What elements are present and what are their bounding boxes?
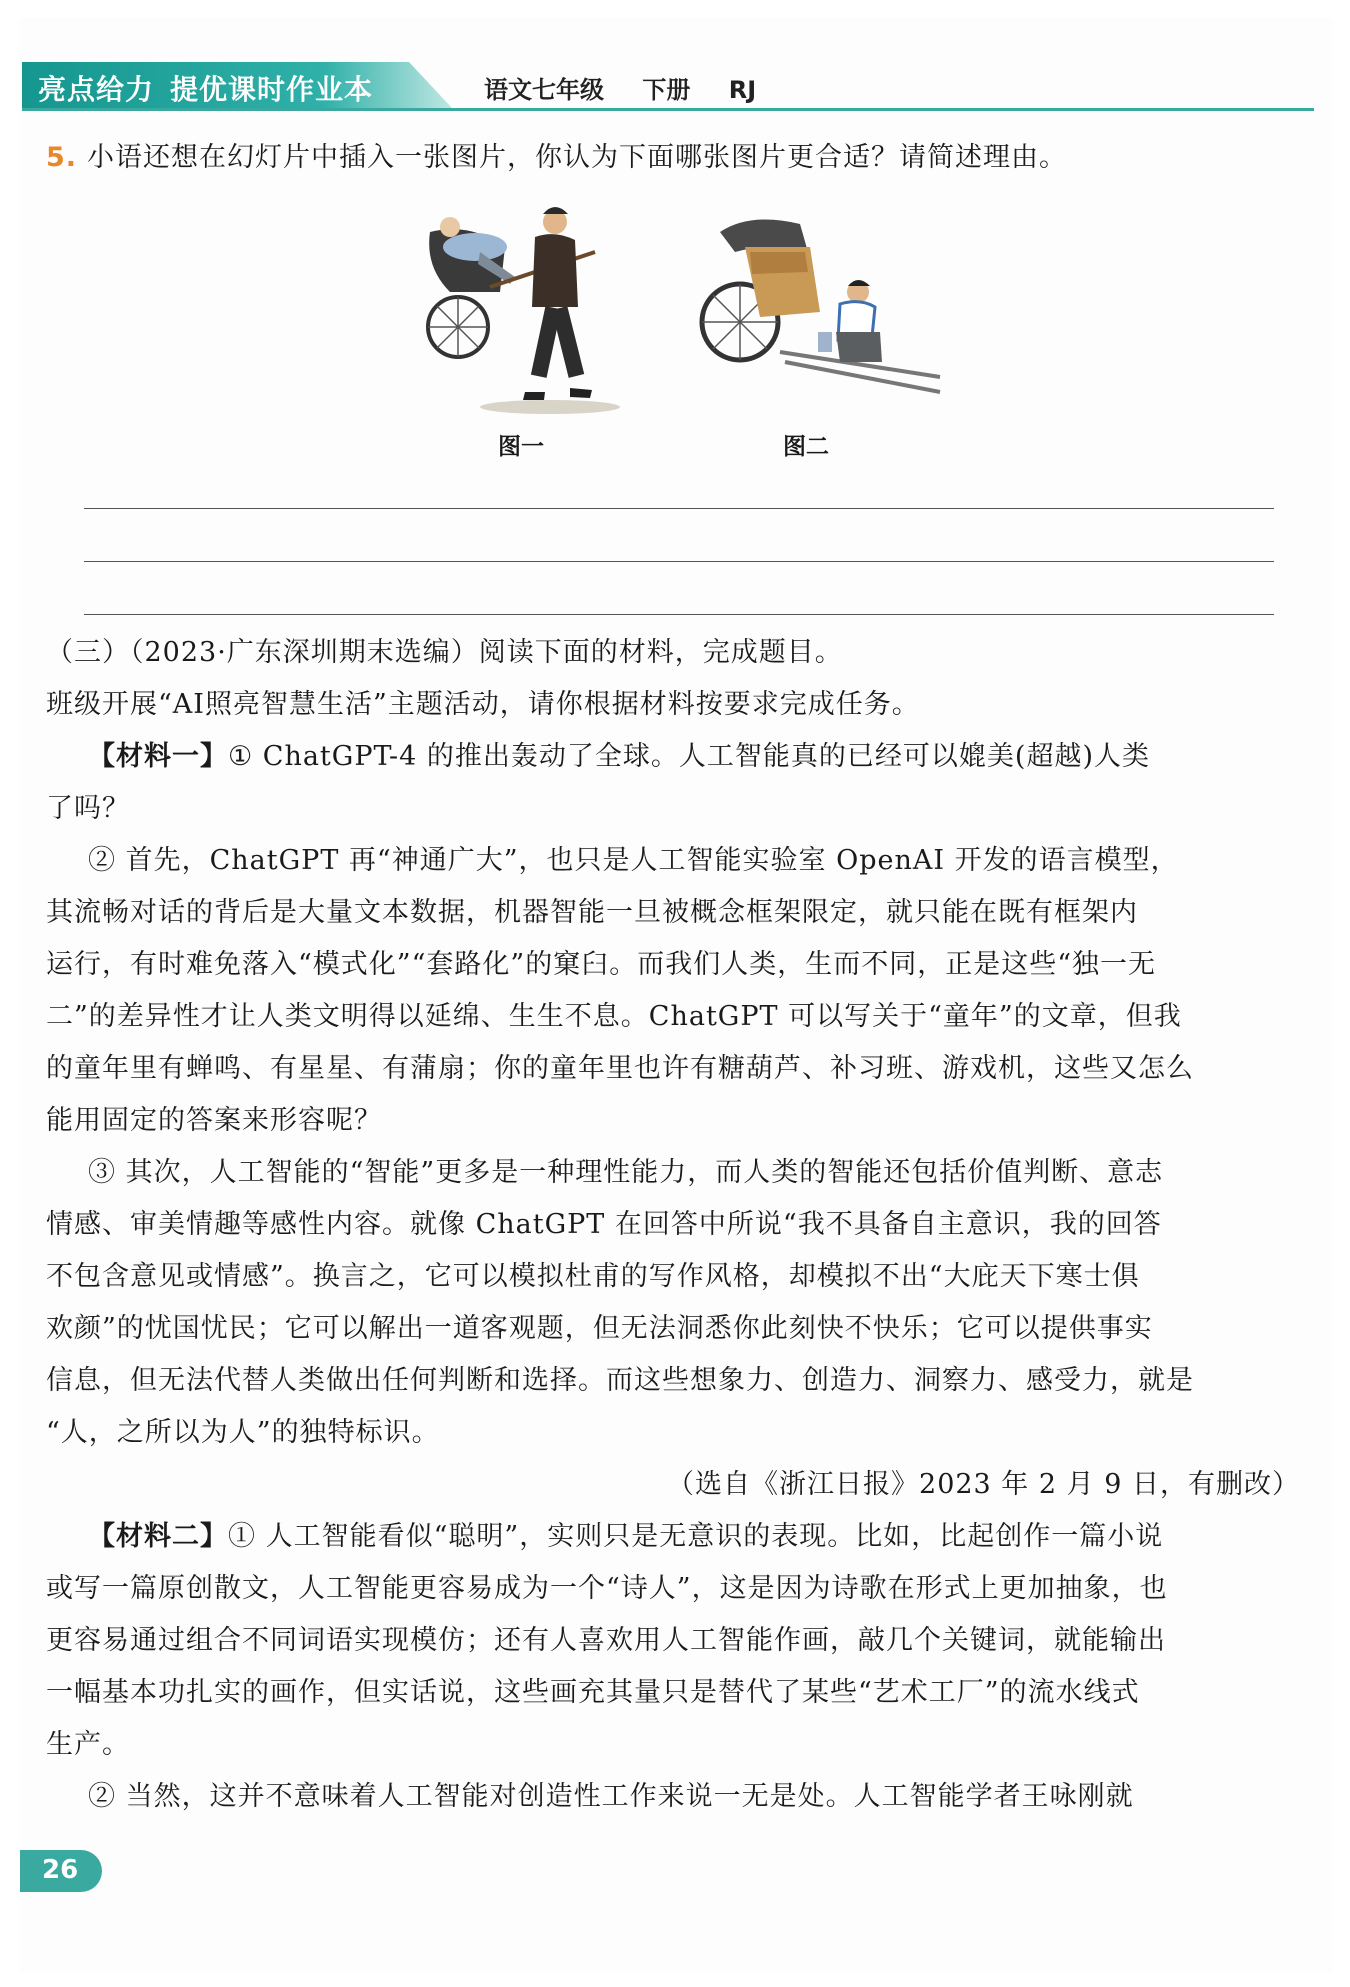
volume-label: 下册 (642, 76, 691, 104)
question-text: 小语还想在幻灯片中插入一张图片，你认为下面哪张图片更合适？请简述理由。 (87, 142, 1068, 173)
page-number: 26 (42, 1855, 79, 1885)
page-header (22, 62, 1330, 110)
text-line: 二”的差异性才让人类文明得以延绵、生生不息。ChatGPT 可以写关于“童年”的文章，但我 (46, 1001, 1182, 1032)
figure-2-rickshaw-resting-image (690, 212, 950, 407)
edition-label: RJ (728, 76, 757, 104)
material-1-label: 【材料一】 (88, 741, 228, 772)
figure-1-rickshaw-running-image (420, 192, 630, 417)
page-number-badge (20, 1850, 102, 1892)
brand-name: 亮点给力 (38, 73, 155, 106)
header-subject (484, 70, 786, 105)
text-line: 或写一篇原创散文，人工智能更容易成为一个“诗人”，这是因为诗歌在形式上更加抽象，也 (46, 1573, 1168, 1604)
text-line: 一幅基本功扎实的画作，但实话说，这些画充其量只是替代了某些“艺术工厂”的流水线式 (46, 1677, 1140, 1708)
material-1-first-line (88, 734, 1150, 773)
text-line: 更容易通过组合不同词语实现模仿；还有人喜欢用人工智能作画，敲几个关键词，就能输出 (46, 1625, 1166, 1656)
text-line: 了吗？ (46, 793, 130, 824)
subject-grade: 语文七年级 (484, 76, 604, 104)
answer-line[interactable] (84, 614, 1274, 615)
header-divider (22, 108, 1314, 111)
text-line: 生产。 (46, 1729, 130, 1760)
figure-2-caption: 图二 (783, 434, 829, 460)
text-line: ① ChatGPT-4 的推出轰动了全球。人工智能真的已经可以媲美(超越)人类 (228, 741, 1150, 772)
text-line: ② 首先，ChatGPT 再“神通广大”，也只是人工智能实验室 OpenAI 开发的语言模型， (88, 845, 1179, 876)
question-number: 5. (46, 142, 78, 173)
text-line: 其流畅对话的背后是大量文本数据，机器智能一旦被概念框架限定，就只能在既有框架内 (46, 897, 1138, 928)
brand-series: 提优课时作业本 (170, 73, 374, 106)
text-line: 不包含意见或情感”。换言之，它可以模拟杜甫的写作风格，却模拟不出“大庇天下寒士俱 (46, 1261, 1140, 1292)
answer-line[interactable] (84, 561, 1274, 562)
answer-line[interactable] (84, 508, 1274, 509)
header-brand (38, 68, 373, 108)
material-1-source: （选自《浙江日报》2023 年 2 月 9 日，有删改） (667, 1469, 1300, 1500)
figure-1-caption: 图一 (498, 434, 544, 460)
text-line: 的童年里有蝉鸣、有星星、有蒲扇；你的童年里也许有糖葫芦、补习班、游戏机，这些又怎么 (46, 1053, 1194, 1084)
text-line: 欢颜”的忧国忧民；它可以解出一道客观题，但无法洞悉你此刻快不快乐；它可以提供事实 (46, 1313, 1153, 1344)
text-line: 能用固定的答案来形容呢？ (46, 1105, 382, 1136)
material-2-label: 【材料二】 (88, 1521, 228, 1552)
section-3-heading: （三）（2023·广东深圳期末选编）阅读下面的材料，完成题目。 (46, 637, 843, 668)
text-line: 信息，但无法代替人类做出任何判断和选择。而这些想象力、创造力、洞察力、感受力，就是 (46, 1365, 1194, 1396)
question-5 (46, 135, 1067, 174)
text-line: ③ 其次，人工智能的“智能”更多是一种理性能力，而人类的智能还包括价值判断、意志 (88, 1157, 1164, 1188)
text-line: 情感、审美情趣等感性内容。就像 ChatGPT 在回答中所说“我不具备自主意识，我的回答 (46, 1209, 1162, 1240)
text-line: “人，之所以为人”的独特标识。 (46, 1417, 440, 1448)
section-3-intro: 班级开展“AI照亮智慧生活”主题活动，请你根据材料按要求完成任务。 (46, 689, 920, 720)
text-line: ① 人工智能看似“聪明”，实则只是无意识的表现。比如，比起创作一篇小说 (228, 1521, 1164, 1552)
text-line: ② 当然，这并不意味着人工智能对创造性工作来说一无是处。人工智能学者王咏刚就 (88, 1781, 1134, 1812)
material-2-first-line (88, 1514, 1163, 1553)
text-line: 运行，有时难免落入“模式化”“套路化”的窠臼。而我们人类，生而不同，正是这些“独一无 (46, 949, 1157, 980)
